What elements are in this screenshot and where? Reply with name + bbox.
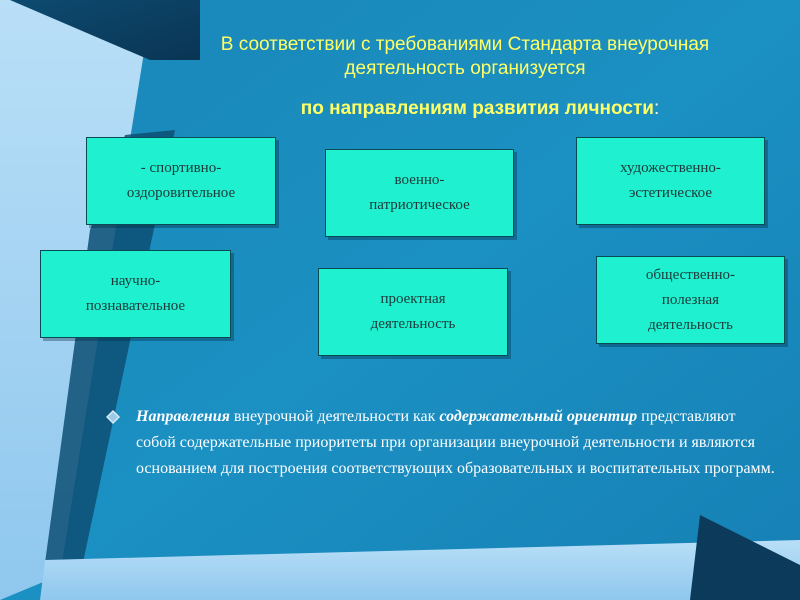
- description-paragraph: [136, 404, 776, 482]
- direction-box-science-cognitive: [40, 250, 231, 338]
- paragraph-text-1: внеурочной деятельности как: [229, 408, 440, 425]
- direction-label: проектная деятельность: [370, 291, 456, 332]
- subtitle-text: по направлениям развития личности: [300, 98, 654, 119]
- direction-label: художественно- эстетическое: [620, 160, 721, 201]
- direction-box-sport-health: [86, 137, 276, 225]
- paragraph-emphasis-directions: Направления: [136, 408, 230, 425]
- direction-box-art-aesthetic: [576, 137, 765, 225]
- title-line-1: В соответствии с требованиями Стандарта внеурочная: [220, 34, 710, 55]
- direction-box-project-activity: [318, 268, 508, 356]
- direction-box-social-useful: [596, 256, 785, 344]
- paragraph-text-2: представляют собой содержательные приоритеты при организации внеурочной деятельности и являются основанием для построения соответствующих образовательных и воспитательных программ.: [136, 408, 775, 477]
- direction-label: научно- познавательное: [85, 273, 186, 314]
- direction-label: - спортивно- оздоровительное: [126, 160, 236, 201]
- subtitle: [200, 98, 760, 120]
- direction-label: военно- патриотическое: [369, 172, 470, 213]
- subtitle-colon: :: [653, 98, 660, 119]
- title-line-2: деятельность организуется: [344, 58, 586, 79]
- direction-label: общественно- полезная деятельность: [645, 266, 736, 333]
- diamond-bullet-icon: [106, 410, 120, 424]
- direction-box-military-patriotic: [325, 149, 514, 237]
- paragraph-emphasis-orientation: содержательный ориентир: [439, 408, 638, 425]
